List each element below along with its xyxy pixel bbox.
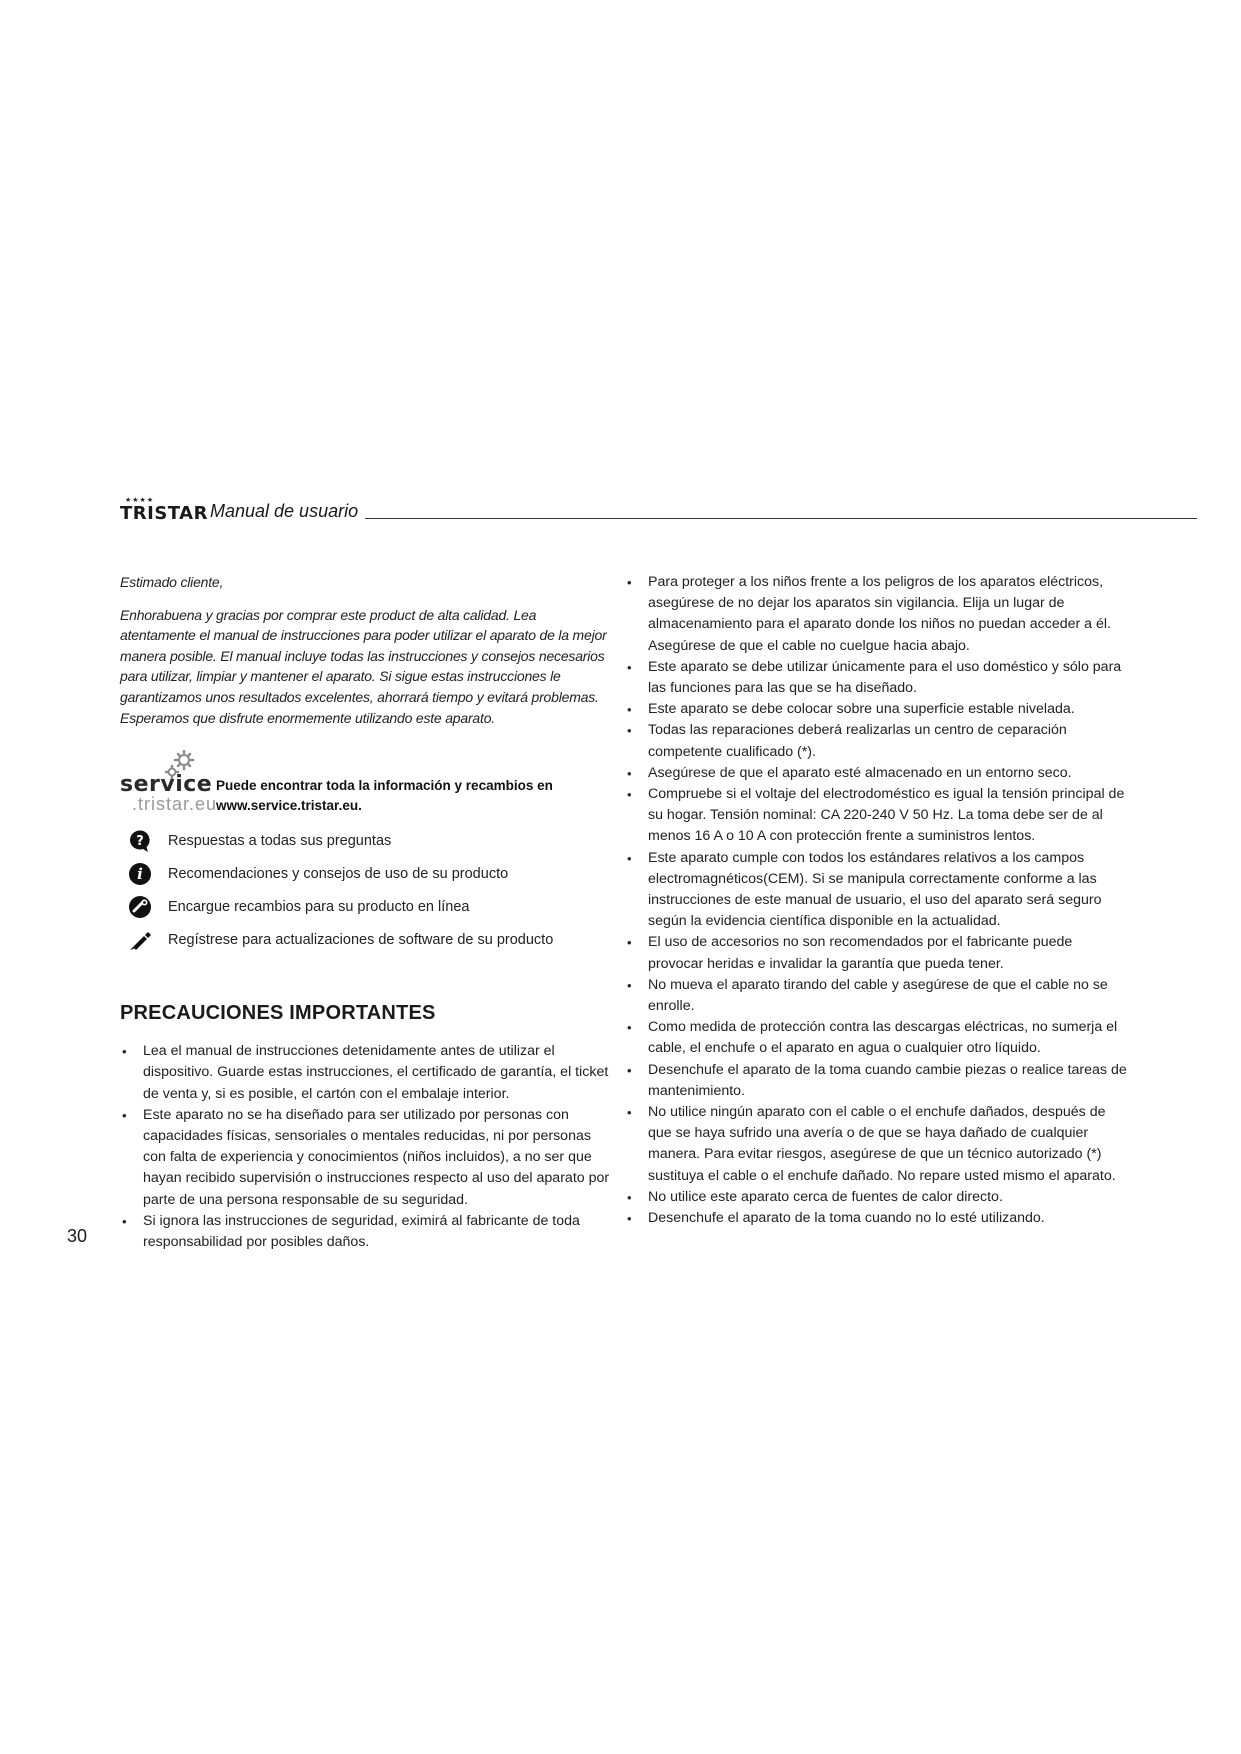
- list-item: • Todas las reparaciones deberá realizarlas un centro de ceparación competente cualificado (*).: [625, 720, 1130, 762]
- list-item: • Este aparato se debe utilizar únicamente para el uso doméstico y sólo para las funciones para las que se ha diseñado.: [625, 657, 1130, 699]
- feature-label: Regístrese para actualizaciones de software de su producto: [168, 931, 554, 948]
- feature-item: [120, 923, 610, 956]
- list-item: • Este aparato no se ha diseñado para ser utilizado por personas con capacidades físicas, sensoriales o mentales reducidas, ni por personas con falta de experiencia y conocimientos (niños incluidos), a no ser que hayan recibido supervisión o instrucciones respecto al uso del aparato por parte de una persona responsable de su seguridad.: [120, 1105, 610, 1211]
- tristar-logo: [120, 497, 208, 527]
- feature-item: [120, 857, 610, 890]
- svg-text:i: i: [137, 864, 143, 883]
- service-block: [120, 750, 610, 815]
- header-title: Manual de usuario: [210, 501, 359, 521]
- pen-icon: [128, 928, 152, 952]
- list-item: • Para proteger a los niños frente a los peligros de los aparatos eléctricos, asegúrese de no dejar los aparatos sin vigilancia. Elija un lugar de almacenamiento para el aparato donde los niños no puedan acceder a él. Asegúrese de que el cable no cuelgue hacia abajo.: [625, 572, 1130, 657]
- greeting: Estimado cliente,: [120, 574, 224, 590]
- svg-text:?: ?: [136, 833, 144, 849]
- logo-stars: ★★★★: [125, 497, 155, 504]
- list-item: • Desenchufe el aparato de la toma cuando cambie piezas o realice tareas de mantenimiento.: [625, 1060, 1130, 1102]
- service-info-line1: Puede encontrar toda la información y recambios en: [216, 778, 553, 794]
- question-icon: [128, 829, 152, 853]
- service-domain: .tristar.eu: [132, 794, 218, 815]
- list-item: • Este aparato cumple con todos los estándares relativos a los campos electromagnéticos(CEM). Si se manipula correctamente conforme a las instrucciones de este manual de usuario, el uso del aparato será seguro según la evidencia científica disponible en la actualidad.: [625, 848, 1130, 933]
- service-info: [216, 776, 553, 816]
- precautions-list-left: [120, 1041, 610, 1253]
- info-icon: [128, 862, 152, 886]
- page-number: 30: [67, 1226, 88, 1246]
- list-item: • Si ignora las instrucciones de seguridad, eximirá al fabricante de toda responsabilidad por posibles daños.: [120, 1211, 610, 1253]
- header-divider: [365, 518, 1197, 519]
- intro-paragraph: Enhorabuena y gracias por comprar este product de alta calidad. Lea atentamente el manual de instrucciones para poder utilizar el aparato de la mejor manera posible. El manual incluye todas las instrucciones y consejos necesarios para utilizar, limpiar y mantener el aparato. Si sigue estas instrucciones le garantizamos unos resultados excelentes, ahorrará tiempo y evitará problemas. Esperamos que disfrute enormemente utilizando este aparato.: [120, 606, 607, 726]
- feature-label: Encargue recambios para su producto en línea: [168, 898, 470, 915]
- section-title: PRECAUCIONES IMPORTANTES: [120, 1002, 436, 1025]
- wrench-icon: [128, 895, 152, 919]
- logo-wordmark: TRISTAR: [120, 503, 208, 524]
- service-logo: [120, 750, 218, 815]
- list-item: • El uso de accesorios no son recomendados por el fabricante puede provocar heridas e invalidar la garantía que pueda tener.: [625, 932, 1130, 974]
- feature-label: Respuestas a todas sus preguntas: [168, 832, 392, 849]
- list-item: • Asegúrese de que el aparato esté almacenado en un entorno seco.: [625, 763, 1130, 784]
- page-header: [120, 497, 1197, 527]
- feature-label: Recomendaciones y consejos de uso de su producto: [168, 865, 509, 882]
- feature-item: [120, 890, 610, 923]
- service-url[interactable]: www.service.tristar.eu.: [216, 798, 362, 814]
- service-wordmark: service: [120, 772, 213, 798]
- precautions-list-right: [625, 572, 1130, 1229]
- list-item: • Compruebe si el voltaje del electrodoméstico es igual la tensión principal de su hogar. Tensión nominal: CA 220-240 V 50 Hz. La toma debe ser de al menos 16 A o 10 A con protección frente a suministros lentos.: [625, 784, 1130, 848]
- feature-list: [120, 824, 610, 956]
- left-column: [120, 572, 610, 1253]
- list-item: • No utilice este aparato cerca de fuentes de calor directo.: [625, 1187, 1130, 1208]
- list-item: • Este aparato se debe colocar sobre una superficie estable nivelada.: [625, 699, 1130, 720]
- list-item: • Como medida de protección contra las descargas eléctricas, no sumerja el cable, el enchufe o el aparato en agua o cualquier otro líquido.: [625, 1017, 1130, 1059]
- list-item: • No mueva el aparato tirando del cable y asegúrese de que el cable no se enrolle.: [625, 975, 1130, 1017]
- right-column: [625, 572, 1130, 1229]
- feature-item: [120, 824, 610, 857]
- list-item: • Lea el manual de instrucciones detenidamente antes de utilizar el dispositivo. Guarde estas instrucciones, el certificado de garantía, el ticket de venta y, si es posible, el cartón con el embalaje interior.: [120, 1041, 610, 1105]
- list-item: • Desenchufe el aparato de la toma cuando no lo esté utilizando.: [625, 1208, 1130, 1229]
- list-item: • No utilice ningún aparato con el cable o el enchufe dañados, después de que se haya sufrido una avería o de que se haya dañado de cualquier manera. Para evitar riesgos, asegúrese de que un técnico autorizado (*) sustituya el cable o el enchufe dañado. No repare usted mismo el aparato.: [625, 1102, 1130, 1187]
